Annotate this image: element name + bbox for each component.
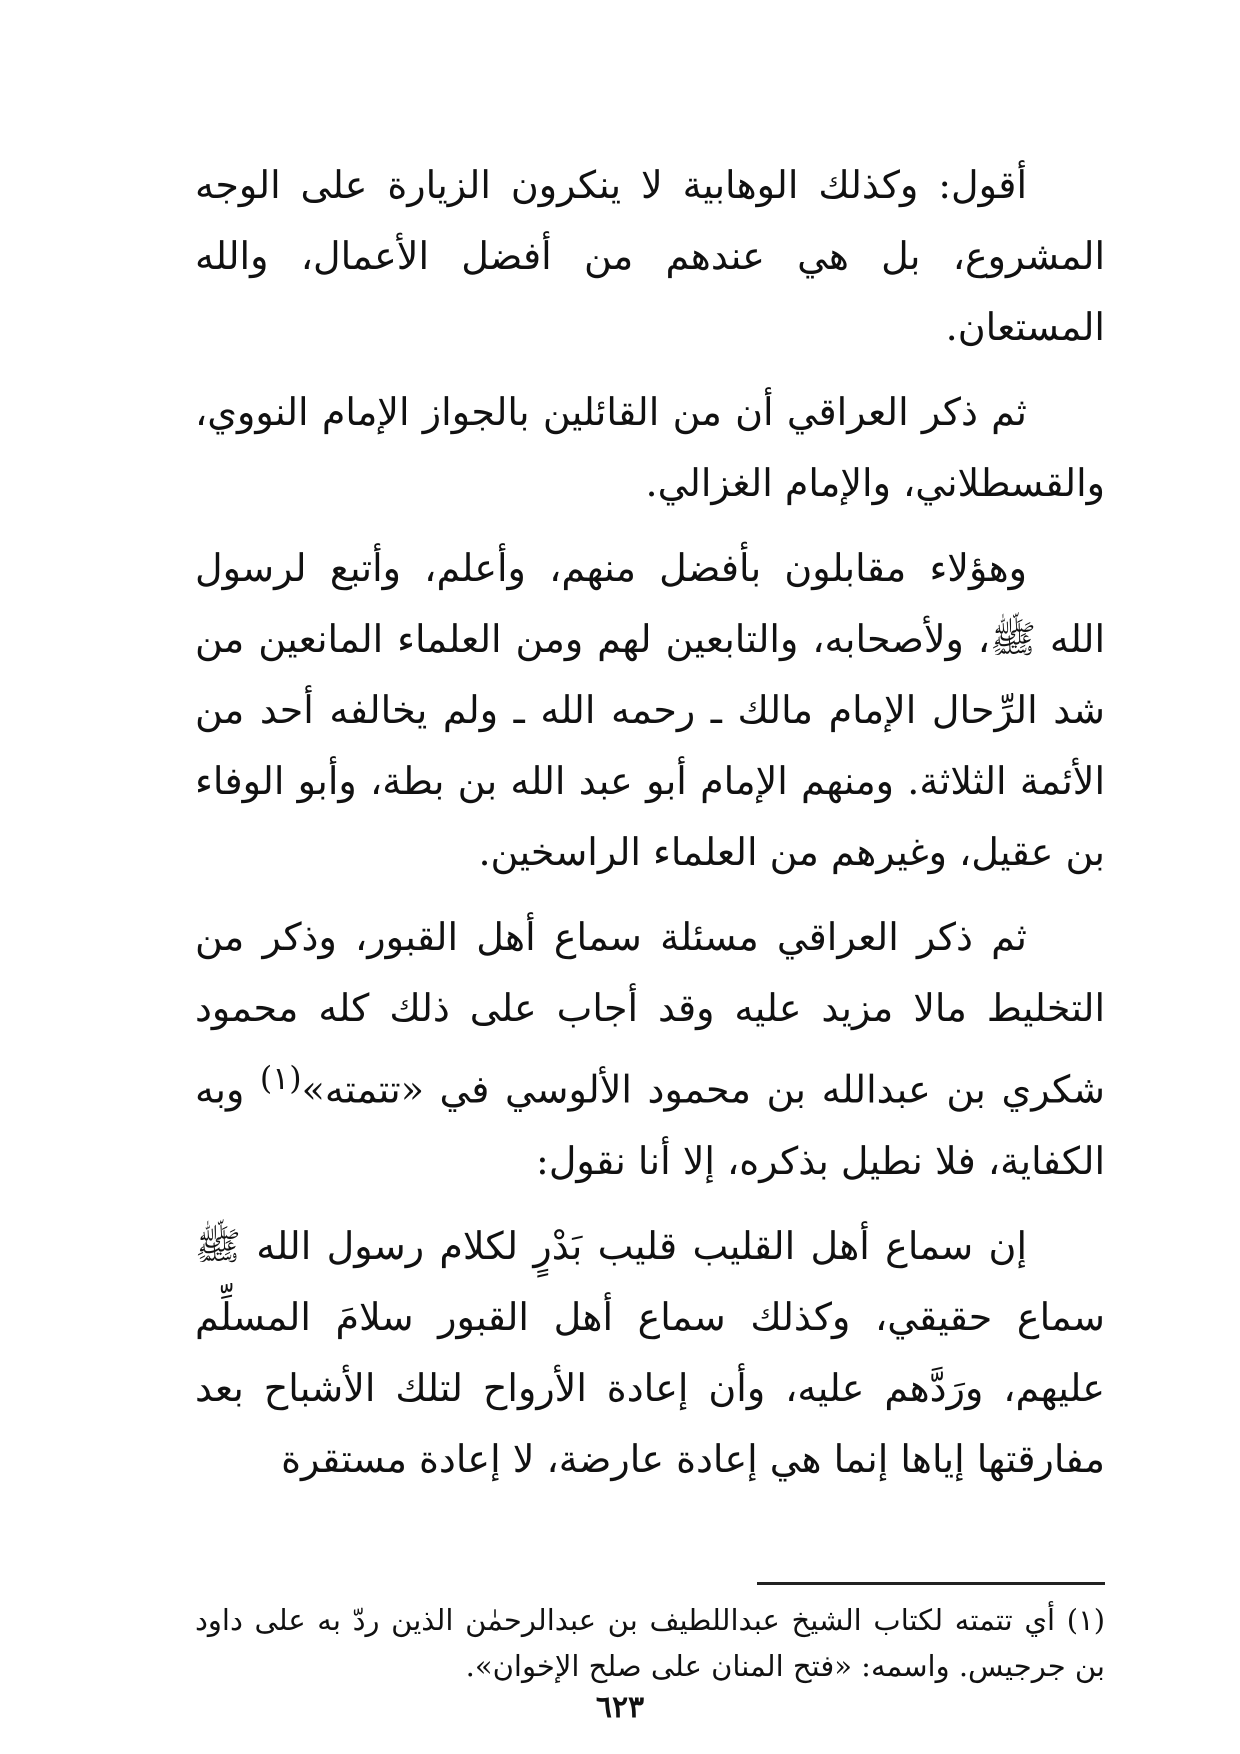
paragraph-4: [195, 902, 1105, 1197]
footnote-reference-1: (١): [259, 1061, 302, 1097]
footnote-separator: [757, 1582, 1105, 1585]
main-text: [195, 150, 1105, 1509]
paragraph-3: وهؤلاء مقابلون بأفضل منهم، وأعلم، وأتبع لرسول الله ﷺ، ولأصحابه، والتابعين لهم ومن العلماء المانعين من شد الرِّحال الإمام مالك ـ رحمه الله ـ ولم يخالفه أحد من الأئمة الثلاثة. ومنهم الإمام أبو عبد الله بن بطة، وأبو الوفاء بن عقيل، وغيرهم من العلماء الراسخين.: [195, 546, 1105, 874]
paragraph-2: ثم ذكر العراقي أن من القائلين بالجواز الإمام النووي، والقسطلاني، والإمام الغزالي.: [195, 390, 1105, 505]
paragraph-4-text-after-note: وبه الكفاية، فلا نطيل بذكره، إلا أنا نقول:: [195, 1067, 1105, 1183]
footnotes: [195, 1597, 1105, 1689]
footnote-1: [195, 1597, 1105, 1689]
footnote-1-text: أي تتمته لكتاب الشيخ عبداللطيف بن عبدالرحمٰن الذين ردّ به على داود بن جرجيس. واسمه: «فتح المنان على صلح الإخوان».: [195, 1603, 1105, 1683]
page-number: ٦٢٣: [595, 1690, 645, 1725]
paragraph-1: أقول: وكذلك الوهابية لا ينكرون الزيارة على الوجه المشروع، بل هي عندهم من أفضل الأعمال، والله المستعان.: [195, 163, 1105, 349]
footnote-1-marker: (١): [1066, 1603, 1106, 1637]
paragraph-4-text-before-note: ثم ذكر العراقي مسئلة سماع أهل القبور، وذكر من التخليط مالا مزيد عليه وقد أجاب على ذلك كله محمود شكري بن عبدالله بن محمود الألوسي في «تتمته»: [195, 915, 1105, 1112]
paragraph-5: إن سماع أهل القليب قليب بَدْرٍ لكلام رسول الله ﷺ سماع حقيقي، وكذلك سماع أهل القبور سلامَ المسلِّم عليهم، ورَدَّهم عليه، وأن إعادة الأرواح لتلك الأشباح بعد مفارقتها إياها إنما هي إعادة عارضة، لا إعادة مستقرة: [195, 1223, 1105, 1481]
